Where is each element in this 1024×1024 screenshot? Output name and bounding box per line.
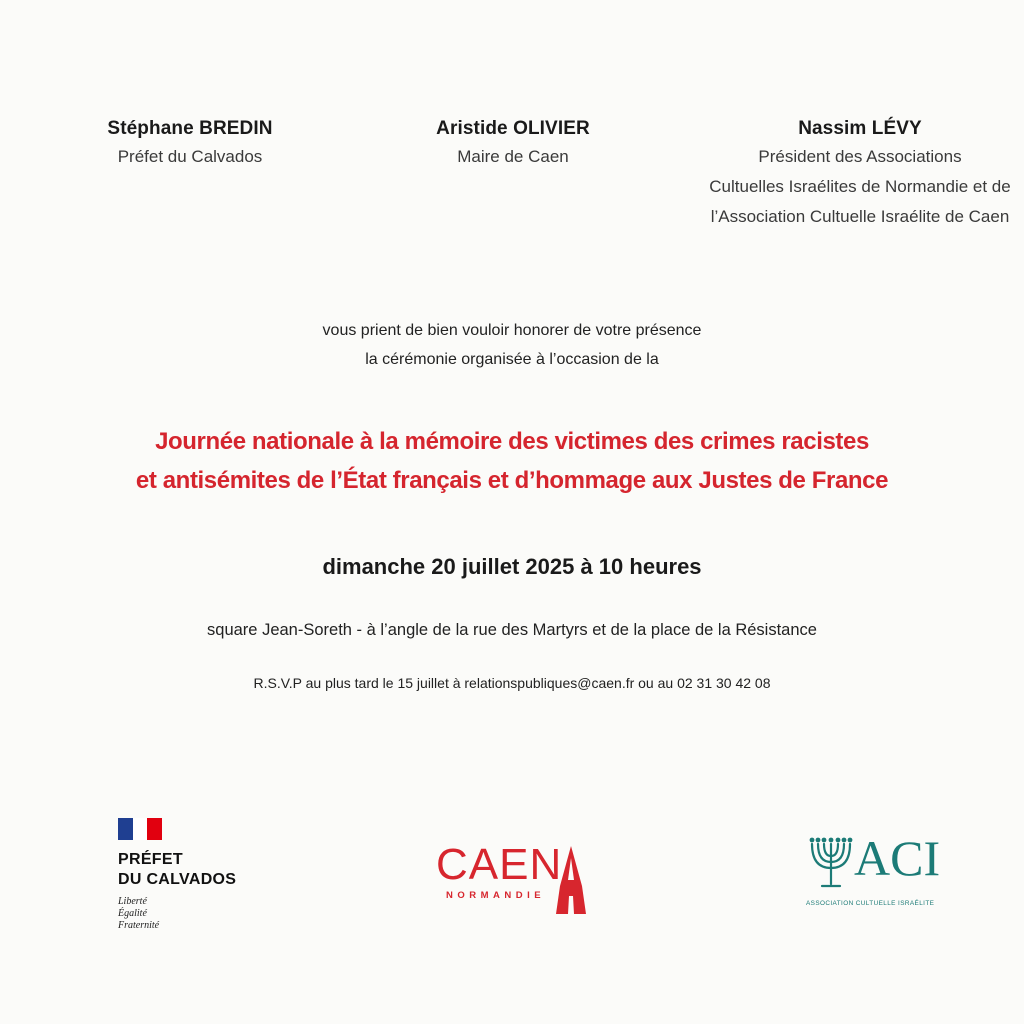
caen-logo-sub: NORMANDIE — [446, 890, 546, 901]
host-role — [700, 142, 1020, 232]
host-name: Nassim LÉVY — [798, 118, 922, 139]
menorah-icon — [806, 834, 856, 894]
event-title-line: Journée nationale à la mémoire des victimes des crimes racistes — [155, 428, 869, 455]
prefet-logo-title — [118, 850, 278, 890]
event-place: square Jean-Soreth - à l’angle de la rue des Martyrs et de la place de la Résistance — [207, 621, 817, 639]
invitation-line: vous prient de bien vouloir honorer de votre présence — [322, 322, 702, 339]
host-name: Aristide OLIVIER — [436, 118, 590, 139]
aci-logo — [806, 830, 956, 914]
host-prefet — [60, 118, 320, 172]
prefet-logo — [118, 818, 278, 932]
host-role: Préfet du Calvados — [117, 147, 263, 166]
caen-normandie-logo — [436, 842, 596, 922]
motto-line: Égalité — [118, 908, 147, 919]
event-date: dimanche 20 juillet 2025 à 10 heures — [322, 554, 702, 579]
motto-line: Liberté — [118, 896, 147, 907]
host-role-line: l’Association Cultuelle Israélite de Caen — [710, 207, 1010, 226]
motto-line: Fraternité — [118, 920, 160, 931]
host-maire — [383, 118, 643, 172]
host-name: Stéphane BREDIN — [107, 118, 273, 139]
invitation-line: la cérémonie organisée à l’occasion de la — [365, 351, 659, 368]
french-flag-icon — [118, 818, 162, 840]
invitation-text — [0, 316, 1024, 374]
prefet-logo-title-line: DU CALVADOS — [118, 871, 237, 888]
host-role-line: Cultuelles Israélites de Normandie et de — [709, 177, 1011, 196]
host-president — [700, 118, 1020, 232]
prefet-logo-motto — [118, 896, 278, 932]
prefet-logo-title-line: PRÉFET — [118, 851, 183, 868]
host-role: Maire de Caen — [457, 147, 569, 166]
caen-logo-word: CAEN — [436, 840, 563, 889]
event-rsvp: R.S.V.P au plus tard le 15 juillet à relationspubliques@caen.fr ou au 02 31 30 42 08 — [253, 675, 771, 691]
event-title-line: et antisémites de l’État français et d’hommage aux Justes de France — [135, 467, 889, 494]
caen-spire-icon — [554, 846, 588, 916]
host-role-line: Président des Associations — [758, 147, 962, 166]
aci-logo-sub: ASSOCIATION CULTUELLE ISRAÉLITE — [806, 900, 935, 907]
aci-logo-letters: ACI — [854, 830, 941, 886]
event-title — [0, 422, 1024, 500]
